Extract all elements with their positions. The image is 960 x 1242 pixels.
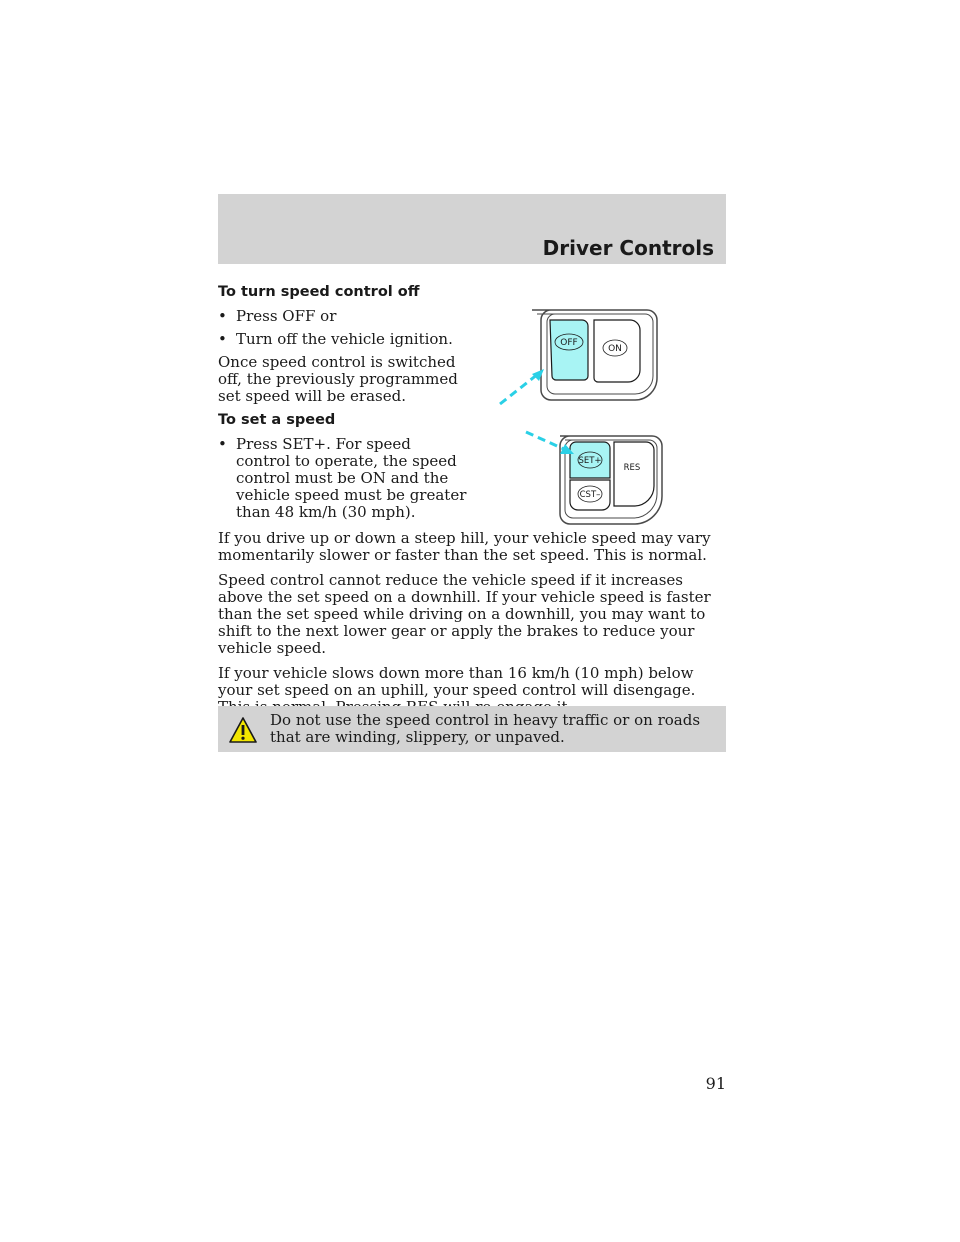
pointer-arrow-icon xyxy=(496,360,556,410)
res-label: RES xyxy=(623,463,641,473)
bullet-item: • Turn off the vehicle ignition. xyxy=(218,330,453,348)
bullet-item: • Press OFF or xyxy=(218,307,337,325)
figure-set-res-switch xyxy=(520,430,665,534)
section-title: Driver Controls xyxy=(542,236,714,260)
bullet-item: • Press SET+. For speed control to operate, the speed control must be ON and the vehicle speed must be greater than 48 km/h (30 mph). xyxy=(218,435,467,521)
set-label: SET+ xyxy=(578,456,602,466)
paragraph-hill: If you drive up or down a steep hill, your vehicle speed may vary momentarily slower or faster than the set speed. This is normal. xyxy=(218,529,711,564)
section-set-speed xyxy=(218,410,468,527)
on-label: ON xyxy=(608,344,622,354)
pointer-arrow-icon xyxy=(522,424,582,464)
figure-off-on-switch xyxy=(522,300,662,414)
heading-set-speed: To set a speed xyxy=(218,412,336,428)
paragraph-erase: Once speed control is switched off, the previously programmed set speed will be erased. xyxy=(218,353,458,405)
paragraph-uphill: If your vehicle slows down more than 16 km/h (10 mph) below your set speed on an uphill, your speed control will disengage. xyxy=(218,664,696,699)
warning-text: Do not use the speed control in heavy traffic or on roads that are winding, slippery, or unpaved. xyxy=(270,711,701,746)
warning-box xyxy=(218,706,726,752)
heading-turn-off: To turn speed control off xyxy=(218,284,420,300)
section-speed-control-off xyxy=(218,282,478,405)
off-label: OFF xyxy=(560,338,578,348)
page-number: 91 xyxy=(705,1074,726,1093)
header-band xyxy=(218,194,726,264)
paragraph-downhill: Speed control cannot reduce the vehicle speed if it increases above the set speed on a downhill. If your vehicle speed is faster than the set speed while driving on a downhill, you may want to shift to the next lower gear or apply the brakes to reduce your vehicle speed. xyxy=(218,571,711,657)
cst-label: CST– xyxy=(579,490,601,500)
section-set-speed-notes xyxy=(218,530,726,724)
warning-icon xyxy=(218,706,258,752)
